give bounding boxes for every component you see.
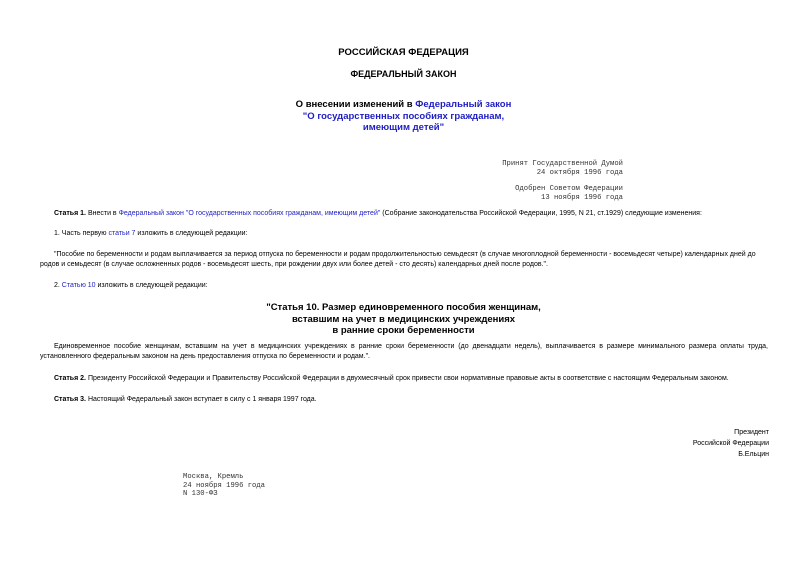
article-1-text-before: Внести в [87, 210, 117, 217]
article-1-text-after: (Собрание законодательства Российской Федерации, 1995, N 21, ст.1929) следующие изменения: [382, 210, 702, 217]
item-2-text-after: изложить в следующей редакции: [97, 282, 208, 289]
place-date-block [183, 473, 265, 499]
article-3 [40, 395, 768, 405]
council-date: 13 ноября 1996 года [541, 193, 623, 202]
title-link-line-2: "О государственных пособиях гражданам, [302, 110, 505, 122]
article-1-intro [40, 209, 768, 219]
item-1-text-after: изложить в следующей редакции: [137, 230, 248, 237]
duma-date: 24 октября 1996 года [536, 168, 623, 177]
article-1-item-1 [40, 229, 768, 239]
council-approval [515, 185, 623, 202]
article-10-title-line-2: вставшим на учет в медицинских учреждениях [291, 313, 516, 325]
item-1-quote: "Пособие по беременности и родам выплачивается за период отпуска по беременности и родам продолжительностью семьдесят (в случае многоплодной беременности - восемьдесят четыре) календарных дней до родов и семьдесят (в случае осложненных родов - восемьдесят шесть, при рождении двух или более детей - сто десять) календарных дней после родов.". [40, 251, 756, 268]
article-3-label: Статья 3. [54, 396, 86, 403]
article-10-text: Единовременное пособие женщинам, вставшим на учет в медицинских учреждениях в ранние сроки беременности (до двенадцати недель), выплачивается в размере минимального размера оплаты труда, установленного федеральным законом на день предоставления отпуска по беременности и родам.". [40, 343, 768, 360]
country-heading: РОССИЙСКАЯ ФЕДЕРАЦИЯ [338, 47, 469, 58]
law-number: N 130-ФЗ [183, 490, 218, 498]
signature-block [693, 427, 769, 460]
article-1-law-link[interactable]: Федеральный закон "О государственных пособиях гражданам, имеющим детей" [118, 210, 381, 217]
article-2-label: Статья 2. [54, 375, 86, 382]
duma-acceptance [502, 160, 623, 177]
article-7-link[interactable]: статьи 7 [108, 230, 136, 237]
title-prefix: О внесении изменений в [295, 99, 413, 110]
article-2 [40, 374, 768, 384]
article-10-link[interactable]: Статью 10 [61, 282, 96, 289]
article-1-label: Статья 1. [54, 210, 86, 217]
item-1-text-before: 1. Часть первую [54, 230, 107, 237]
signature-title: Президент [734, 429, 769, 436]
place-date: 24 ноября 1996 года [183, 481, 265, 490]
signature-country: Российской Федерации [692, 440, 769, 447]
signature-name: Б.Ельцин [738, 451, 769, 458]
article-3-text: Настоящий Федеральный закон вступает в силу с 1 января 1997 года. [87, 396, 317, 403]
duma-label: Принят Государственной Думой [502, 160, 623, 168]
council-label: Одобрен Советом Федерации [515, 185, 623, 193]
article-10-title [0, 302, 807, 337]
article-1-item-2 [40, 281, 768, 291]
item-2-text-before: 2. [54, 282, 60, 289]
title-link-line-1: Федеральный закон [415, 99, 512, 110]
law-title [0, 99, 807, 134]
article-2-text: Президенту Российской Федерации и Правительству Российской Федерации в двухмесячный срок привести свои нормативные правовые акты в соответствие с настоящим Федеральным законом. [87, 375, 729, 382]
article-10-title-line-3: в ранние сроки беременности [332, 325, 475, 336]
title-link-line-3: имеющим детей" [362, 122, 445, 133]
place-city: Москва, Кремль [183, 473, 244, 481]
article-10-title-line-1: "Статья 10. Размер единовременного пособия женщинам, [266, 302, 541, 313]
doc-type-heading: ФЕДЕРАЛЬНЫЙ ЗАКОН [350, 69, 457, 79]
